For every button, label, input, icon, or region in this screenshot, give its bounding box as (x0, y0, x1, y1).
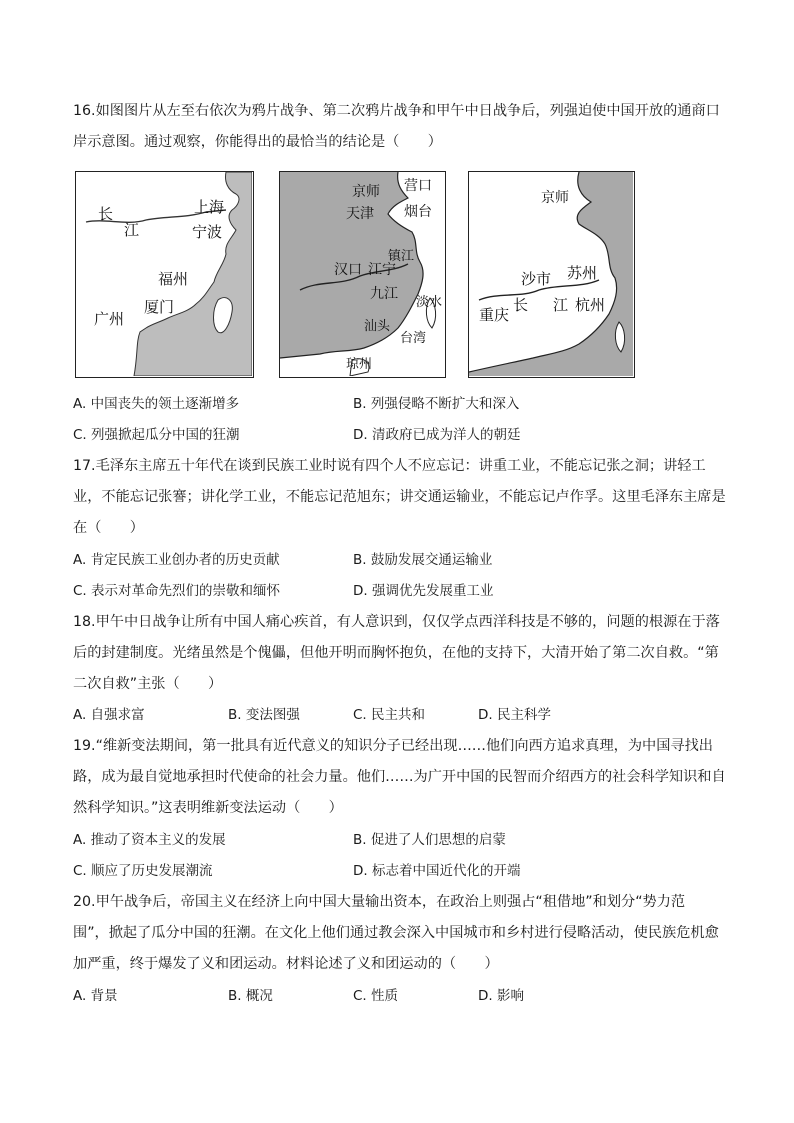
map-sino-japanese-war-drawing (469, 172, 633, 376)
map1-label-shanghai: 上海 (194, 198, 225, 216)
map3-label-chang: 长 (513, 296, 529, 314)
q18-option-c[interactable]: C. 民主共和 (353, 707, 426, 723)
q16-option-c[interactable]: C. 列强掀起瓜分中国的狂潮 (73, 427, 240, 443)
map1-label-ningbo: 宁波 (192, 223, 223, 241)
q18-option-b[interactable]: B. 变法图强 (228, 707, 300, 723)
map-opium-war-drawing (76, 172, 252, 376)
q20-stem-line1: 20.甲午战争后，帝国主义在经济上向中国大量输出资本，在政治上则强占“租借地”和划分“势力范 (73, 894, 686, 910)
map2-label-taiwan: 台湾 (400, 331, 427, 346)
map3-label-hangzhou: 杭州 (575, 296, 606, 314)
map3-label-jingshi: 京师 (541, 190, 569, 206)
map3-label-jiang: 江 (553, 296, 569, 314)
map1-label-xiamen: 厦门 (144, 298, 175, 316)
q19-stem-line1: 19.“维新变法期间，第一批具有近代意义的知识分子已经出现……他们向西方追求真理，为中国寻找出 (73, 738, 713, 754)
q18-stem-line3: 二次自救”主张（ ） (73, 676, 223, 692)
q20-option-a[interactable]: A. 背景 (73, 988, 118, 1004)
q16-stem-line1: 16.如图图片从左至右依次为鸦片战争、第二次鸦片战争和甲午中日战争后，列强迫使中国开放的通商口 (73, 103, 720, 119)
map2-label-jiujiang: 九江 (370, 286, 398, 302)
map2-label-yingkou: 营口 (404, 178, 432, 194)
map2-label-jiangning: 江宁 (368, 262, 396, 278)
q17-stem-line2: 业，不能忘记张謇；讲化学工业，不能忘记范旭东；讲交通运输业，不能忘记卢作孚。这里毛泽东主席是 (73, 489, 726, 505)
q16-option-d[interactable]: D. 清政府已成为洋人的朝廷 (353, 427, 521, 443)
map2-label-yantai: 烟台 (404, 204, 432, 220)
map-sino-japanese-war (468, 171, 635, 378)
q17-stem-line1: 17.毛泽东主席五十年代在谈到民族工业时说有四个人不应忘记：讲重工业，不能忘记张之洞；讲轻工 (73, 458, 706, 474)
map-second-opium-war-drawing (280, 172, 444, 376)
map2-label-shantou: 汕头 (364, 319, 391, 334)
map1-label-jiang: 江 (124, 221, 140, 239)
map2-label-hankou: 汉口 (334, 262, 362, 278)
q17-stem-line3: 在（ ） (73, 520, 144, 536)
q16-option-b[interactable]: B. 列强侵略不断扩大和深入 (353, 396, 520, 412)
map2-label-qiongzhou: 琼州 (346, 357, 373, 372)
q17-option-a[interactable]: A. 肯定民族工业创办者的历史贡献 (73, 552, 280, 568)
q16-stem-line2: 岸示意图。通过观察，你能得出的最恰当的结论是（ ） (73, 134, 442, 150)
q19-option-b[interactable]: B. 促进了人们思想的启蒙 (353, 832, 506, 848)
q16-option-a[interactable]: A. 中国丧失的领土逐渐增多 (73, 396, 240, 412)
q20-option-b[interactable]: B. 概况 (228, 988, 273, 1004)
map1-label-guangzhou: 广州 (94, 310, 125, 328)
map2-label-zhenjiang: 镇江 (388, 249, 415, 264)
q20-option-c[interactable]: C. 性质 (353, 988, 399, 1004)
map1-label-chang: 长 (98, 205, 114, 223)
q20-stem-line2: 围”，掀起了瓜分中国的狂潮。在文化上他们通过教会深入中国城市和乡村进行侵略活动，使民族危机愈 (73, 925, 719, 941)
map-second-opium-war (279, 171, 446, 378)
q18-stem-line2: 后的封建制度。光绪虽然是个傀儡，但他开明而胸怀抱负，在他的支持下，大清开始了第二次自救。“第 (73, 645, 719, 661)
q20-stem-line3: 加严重，终于爆发了义和团运动。材料论述了义和团运动的（ ） (73, 956, 499, 972)
q19-stem-line2: 路，成为最自觉地承担时代使命的社会力量。他们……为广开中国的民智而介绍西方的社会科学知识和自 (73, 769, 726, 785)
map3-label-chongqing: 重庆 (479, 306, 510, 324)
q20-option-d[interactable]: D. 影响 (478, 988, 524, 1004)
q18-option-a[interactable]: A. 自强求富 (73, 707, 145, 723)
map-opium-war (75, 171, 254, 378)
q19-stem-line3: 然科学知识。”这表明维新变法运动（ ） (73, 800, 343, 816)
q19-option-a[interactable]: A. 推动了资本主义的发展 (73, 832, 226, 848)
q18-stem-line1: 18.甲午中日战争让所有中国人痛心疾首，有人意识到，仅仅学点西洋科技是不够的，问题的根源在于落 (73, 614, 720, 630)
map2-label-tianjin: 天津 (346, 206, 374, 222)
map1-label-fuzhou: 福州 (158, 270, 189, 288)
map3-label-suzhou: 苏州 (567, 264, 598, 282)
q18-option-d[interactable]: D. 民主科学 (478, 707, 551, 723)
q19-option-c[interactable]: C. 顺应了历史发展潮流 (73, 863, 213, 879)
q17-option-c[interactable]: C. 表示对革命先烈们的崇敬和缅怀 (73, 583, 281, 599)
q17-option-b[interactable]: B. 鼓励发展交通运输业 (353, 552, 493, 568)
q19-option-d[interactable]: D. 标志着中国近代化的开端 (353, 863, 521, 879)
map2-label-danshui: 淡水 (416, 295, 443, 310)
q17-option-d[interactable]: D. 强调优先发展重工业 (353, 583, 494, 599)
map2-label-jingshi: 京师 (352, 184, 380, 200)
map3-label-shashi: 沙市 (521, 270, 552, 288)
